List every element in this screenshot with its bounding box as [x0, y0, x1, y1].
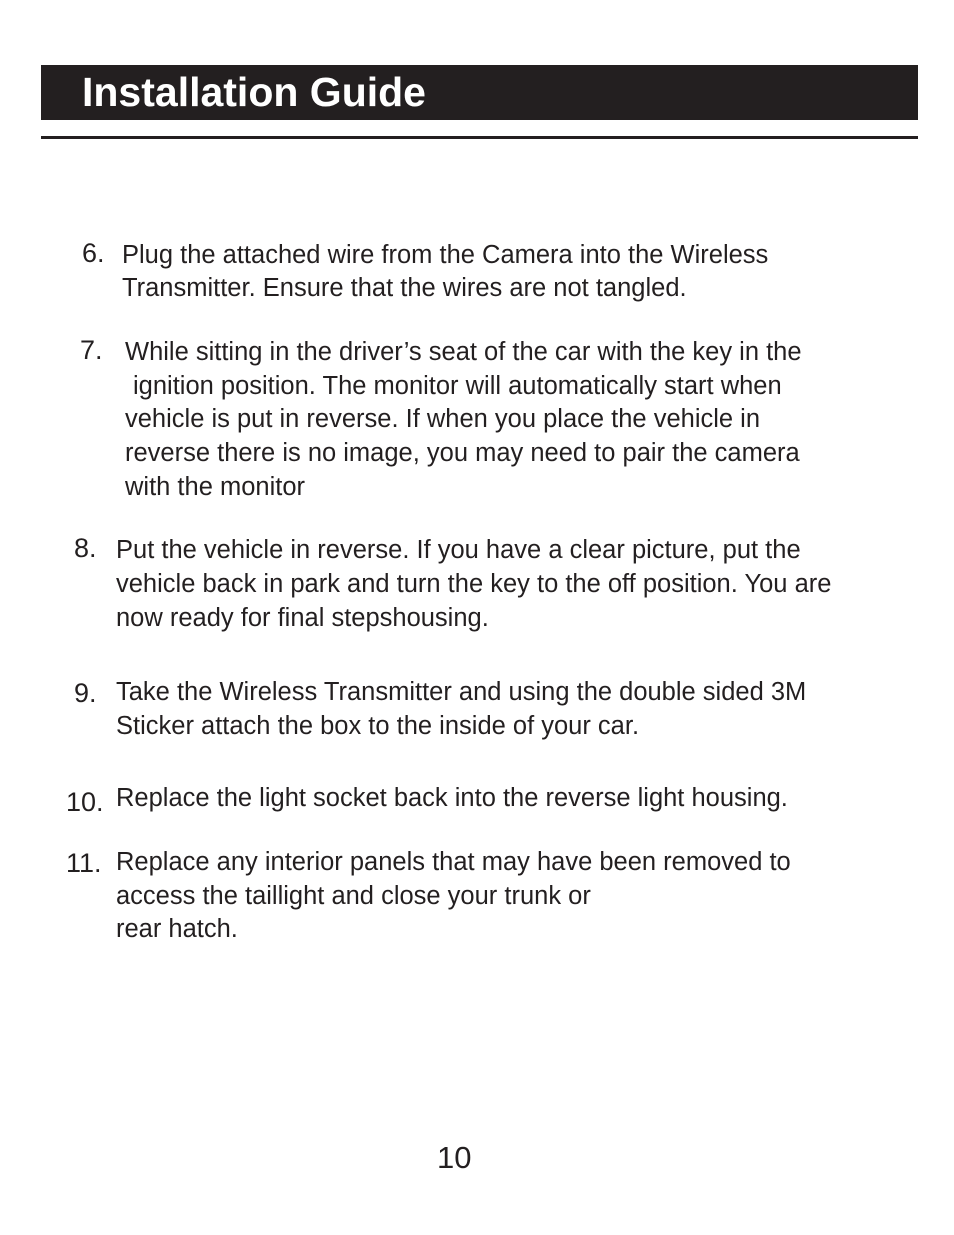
step-number: 9.	[74, 678, 97, 708]
step-text-line: Replace any interior panels that may have been removed to	[116, 848, 791, 876]
step-number: 8.	[74, 533, 97, 563]
step-text-line: access the taillight and close your trunk or	[116, 882, 591, 910]
step-text-line: reverse there is no image, you may need to pair the camera	[125, 439, 800, 467]
step-number: 6.	[82, 238, 105, 268]
step-text-line: with the monitor	[125, 473, 305, 501]
step-number: 10.	[66, 787, 104, 817]
step-text-line: Put the vehicle in reverse. If you have a clear picture, put the	[116, 536, 801, 564]
step-text-line: Replace the light socket back into the reverse light housing.	[116, 784, 788, 812]
step-text-line: vehicle back in park and turn the key to the off position. You are	[116, 570, 832, 598]
step-text-line: Plug the attached wire from the Camera into the Wireless	[122, 241, 769, 269]
step-text-line: Take the Wireless Transmitter and using the double sided 3M	[116, 678, 807, 706]
step-text-line: now ready for final stepshousing.	[116, 604, 489, 632]
page-title: Installation Guide	[82, 69, 426, 115]
step-text-line: ignition position. The monitor will automatically start when	[133, 372, 782, 400]
step-text-line: Transmitter. Ensure that the wires are not tangled.	[122, 274, 687, 302]
step-text-line: Sticker attach the box to the inside of your car.	[116, 712, 640, 740]
header-bar	[41, 65, 918, 120]
page-number: 10	[437, 1140, 472, 1175]
header-divider	[41, 136, 918, 139]
step-number: 7.	[80, 335, 103, 365]
step-text-line: rear hatch.	[116, 915, 238, 943]
step-number: 11.	[66, 848, 102, 878]
step-text-line: vehicle is put in reverse. If when you place the vehicle in	[125, 405, 761, 433]
step-text-line: While sitting in the driver’s seat of the car with the key in the	[125, 338, 802, 366]
